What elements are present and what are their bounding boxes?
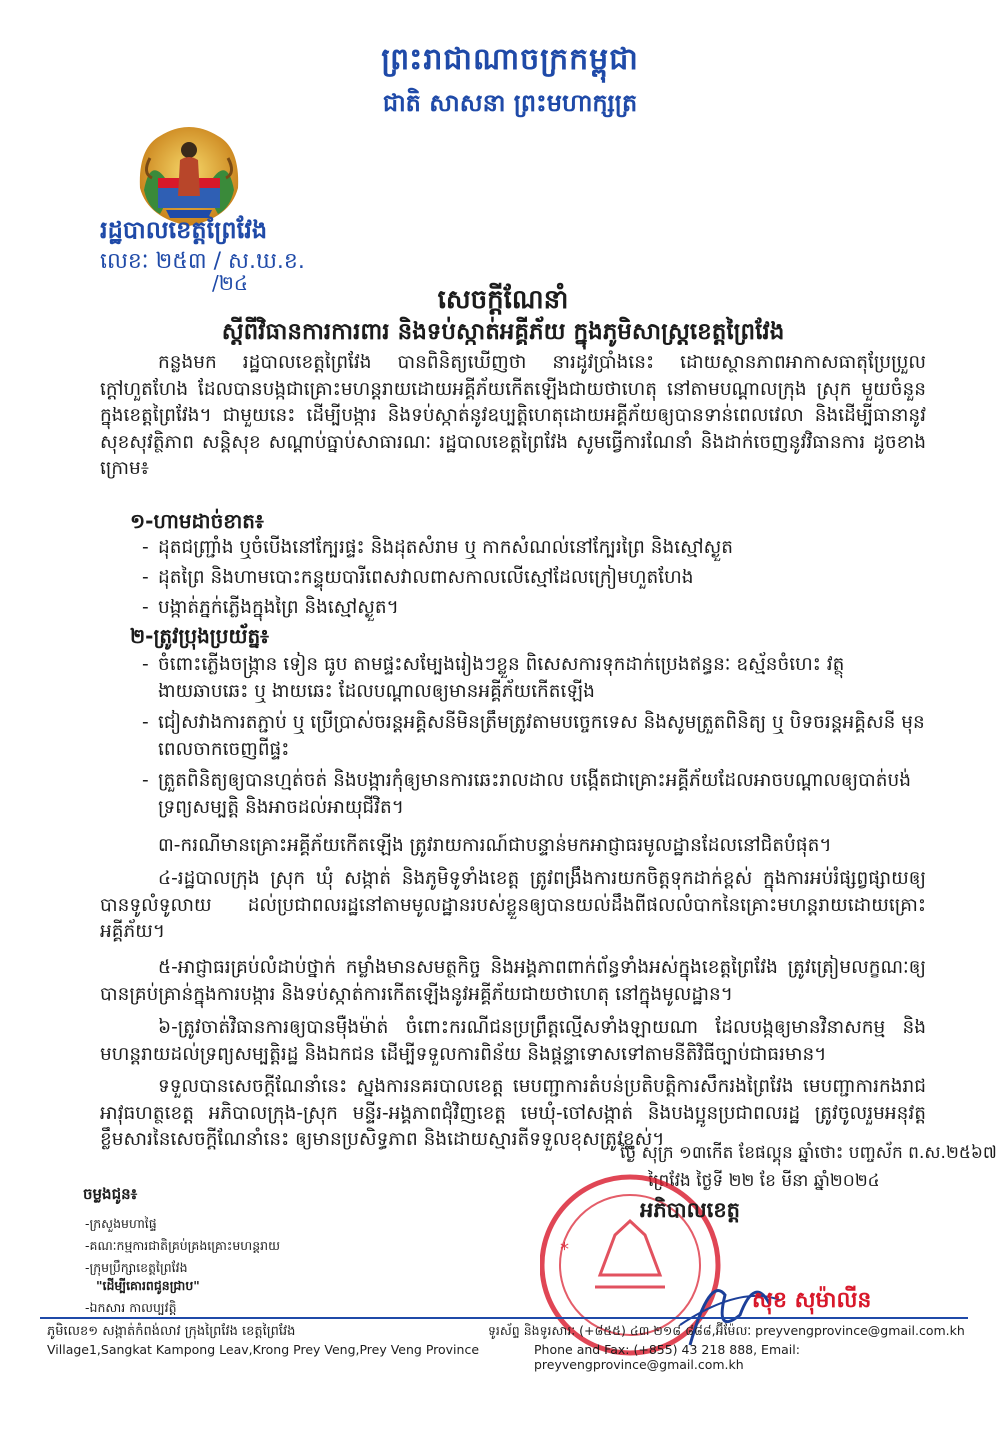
section-2-item: - ត្រួតពិនិត្យឲ្យបានហ្មត់ចត់ និងបង្ការកុំឲ្យមានការឆេះរាលដាល បង្កើតជាគ្រោះអគ្គីភ័យដែលអាចបណ្តាលឲ្យបាត់បង់ទ្រព្យសម្បត្តិ និងអាចដល់អាយុជីវិត។ (158, 768, 928, 821)
footer-contact-khmer: ទូរស័ព្ទ និងទូរសារៈ (+៨៥៥) ៤៣ ២១៨ ៨៨៨,អ៊ីម៉ែលៈ preyvengprovince@gmail.com.kh (488, 1323, 965, 1338)
cc-item: -ក្រុមប្រឹក្សាខេត្តព្រៃវែង (85, 1260, 188, 1275)
cc-item: "ដើម្បីគោរពជូនជ្រាប" (96, 1278, 200, 1293)
footer-address-khmer: ភូមិលេខ១ សង្កាត់កំពង់លាវ ក្រុងព្រៃវែង ខេត្តព្រៃវែង (47, 1324, 296, 1339)
footer-address-english: Village1,Sangkat Kampong Leav,Krong Prey Veng,Prey Veng Province (47, 1342, 480, 1357)
intro-paragraph: កន្លងមក រដ្ឋបាលខេត្តព្រៃវែង បានពិនិត្យឃើញថា នារដូវប្រាំងនេះ ដោយស្ថានភាពអាកាសធាតុប្រែប្រួលក្តៅហួតហែង ដែលបានបង្កជាគ្រោះមហន្តរាយដោយអគ្គីភ័យកើតឡើងជាយថាហេតុ នៅតាមបណ្តាលក្រុង ស្រុក មួយចំនួន ក្នុងខេត្តព្រៃវែង។ ជាមួយនេះ ដើម្បីបង្ការ និងទប់ស្កាត់នូវឧប្បត្តិហេតុដោយអគ្គីភ័យឲ្យបានទាន់ពេលវេលា និងដើម្បីធានានូវសុខសុវត្ថិភាព សន្តិសុខ សណ្តាប់ធ្នាប់សាធារណៈ រដ្ឋបាលខេត្តព្រៃវែង សូមធ្វើការណែនាំ និងដាក់ចេញនូវវិធានការ ដូចខាងក្រោម៖ (100, 352, 926, 479)
cc-item: -គណៈកម្មការជាតិគ្រប់គ្រងគ្រោះមហន្តរាយ (85, 1238, 280, 1253)
cc-heading: ចម្លងជូន៖ (83, 1185, 138, 1203)
footer-divider (40, 1317, 968, 1319)
section-1-item: - បង្កាត់ភ្នក់ភ្លើងក្នុងព្រៃ និងស្មៅស្ងួត។ (158, 595, 928, 622)
point-3: ៣-ករណីមានគ្រោះអគ្គីភ័យកើតឡើង ត្រូវរាយការណ៍ជាបន្ទាន់មកអាជ្ញាធរមូលដ្ឋានដែលនៅជិតបំផុត។ (158, 835, 832, 856)
point-4: ៤-រដ្ឋបាលក្រុង ស្រុក ឃុំ សង្កាត់ និងភូមិទូទាំងខេត្ត ត្រូវពង្រឹងការយកចិត្តទុកដាក់ខ្ពស់ ក្នុងការអប់រំផ្សព្វផ្សាយឲ្យបានទូលំទូលាយ ដល់ប្រជាពលរដ្ឋនៅតាមមូលដ្ឋានរបស់ខ្លួនឲ្យបានយល់ដឹងពីផលលំបាកនៃគ្រោះមហន្តរាយដោយគ្រោះអគ្គីភ័យ។ (100, 868, 926, 942)
lunar-date: ថ្ងៃ សុក្រ ១៣កើត ខែផល្គុន ឆ្នាំថោះ បញ្ចស័ក ព.ស.២៥៦៧ (620, 1143, 997, 1163)
document-subtitle: ស្តីពីវិធានការការពារ និងទប់ស្កាត់អគ្គីភ័យ ក្នុងភូមិសាស្ត្រខេត្តព្រៃវែង (221, 319, 785, 345)
kingdom-heading: ព្រះរាជាណាចក្រកម្ពុជា (381, 42, 639, 77)
signatory-name: សុខ សុម៉ាលីន (752, 1288, 872, 1313)
svg-text:*: * (560, 1239, 569, 1260)
reference-number: លេខៈ ២៥៣ / ស.ឃ.ខ. (100, 249, 305, 274)
section-1-heading: ១-ហាមដាច់ខាត៖ (130, 509, 264, 533)
signatory-title: អភិបាលខេត្ត (640, 1198, 740, 1222)
section-2-item: - ចំពោះភ្លើងចង្ក្រាន ទៀន ធូប តាមផ្ទះសម្បែងរៀងៗខ្លួន ពិសេសការទុកដាក់ប្រេងឥន្ធនៈ ឧស្ម័នចំហេះ វត្ថុងាយឆាបឆេះ ឬ ងាយឆេះ ដែលបណ្តាលឲ្យមានអគ្គីភ័យកើតឡើង (158, 652, 928, 705)
point-6: ៦-ត្រូវចាត់វិធានការឲ្យបានម៉ឺងម៉ាត់ ចំពោះករណីជនប្រព្រឹត្តល្មើសទាំងឡាយណា ដែលបង្កឲ្យមានវិនាសកម្ម និងមហន្តរាយដល់ទ្រព្យសម្បត្តិរដ្ឋ និងឯកជន ដើម្បីទទួលការពិន័យ និងផ្តន្ទាទោសទៅតាមនីតិវិធីច្បាប់ជាធរមាន។ (100, 1017, 926, 1065)
footer-contact-english: Phone and Fax: (+855) 43 218 888, Email: preyvengprovince@gmail.com.kh (534, 1342, 800, 1372)
cc-item: -ក្រសួងមហាផ្ទៃ (85, 1216, 157, 1231)
issuing-authority: រដ្ឋបាលខេត្តព្រៃវែង (100, 216, 268, 244)
section-2-item: - ជៀសវាងការតភ្ជាប់ ឬ ប្រើប្រាស់ចរន្តអគ្គិសនីមិនត្រឹមត្រូវតាមបច្ចេកទេស និងសូមត្រួតពិនិត្យ ឬ បិទចរន្តអគ្គិសនី មុនពេលចាកចេញពីផ្ទះ (158, 710, 928, 763)
point-5: ៥-អាជ្ញាធរគ្រប់លំដាប់ថ្នាក់ កម្លាំងមានសមត្ថកិច្ច និងអង្គភាពពាក់ព័ន្ធទាំងអស់ក្នុងខេត្តព្រៃវែង ត្រូវត្រៀមលក្ខណៈឲ្យបានគ្រប់គ្រាន់ក្នុងការបង្ការ និងទប់ស្កាត់ការកើតឡើងនូវអគ្គីភ័យជាយថាហេតុ នៅក្នុងមូលដ្ឋាន។ (100, 957, 926, 1005)
document-title: សេចក្តីណែនាំ (437, 285, 569, 315)
section-2-heading: ២-ត្រូវប្រុងប្រយ័ត្ន៖ (130, 624, 269, 648)
cc-item: -ឯកសារ កាលប្បវត្តិ (85, 1300, 177, 1315)
section-1-item: - ដុតព្រៃ និងហាមបោះកន្ទុយបារីពេសវាលពាសកាលលើស្មៅដែលក្រៀមហួតហែង (158, 565, 928, 592)
solar-date: ព្រៃវែង ថ្ងៃទី ២២ ខែ មីនា ឆ្នាំ២០២៤ (648, 1171, 880, 1191)
national-motto: ជាតិ សាសនា ព្រះមហាក្សត្រ (382, 89, 638, 117)
reference-year: /២៤ (212, 271, 249, 295)
closing-paragraph: ទទួលបានសេចក្តីណែនាំនេះ ស្នងការនគរបាលខេត្ត មេបញ្ជាការតំបន់ប្រតិបត្តិការសឹករងព្រៃវែង មេបញ្ជាការកងរាជអាវុធហត្ថខេត្ត អភិបាលក្រុង-ស្រុក មន្ទីរ-អង្គភាពជុំវិញខេត្ត មេឃុំ-ចៅសង្កាត់ និងបងប្អូនប្រជាពលរដ្ឋ ត្រូវចូលរួមអនុវត្តខ្លឹមសារនៃសេចក្តីណែនាំនេះ ឲ្យមានប្រសិទ្ធភាព និងដោយស្មារតីទទួលខុសត្រូវខ្ពស់។ (100, 1076, 926, 1150)
section-1-item: - ដុតជញ្ជ្រាំង ឬចំបើងនៅក្បែរផ្ទះ និងដុតសំរាម ឬ កាកសំណល់នៅក្បែរព្រៃ និងស្មៅស្ងួត (158, 535, 928, 562)
